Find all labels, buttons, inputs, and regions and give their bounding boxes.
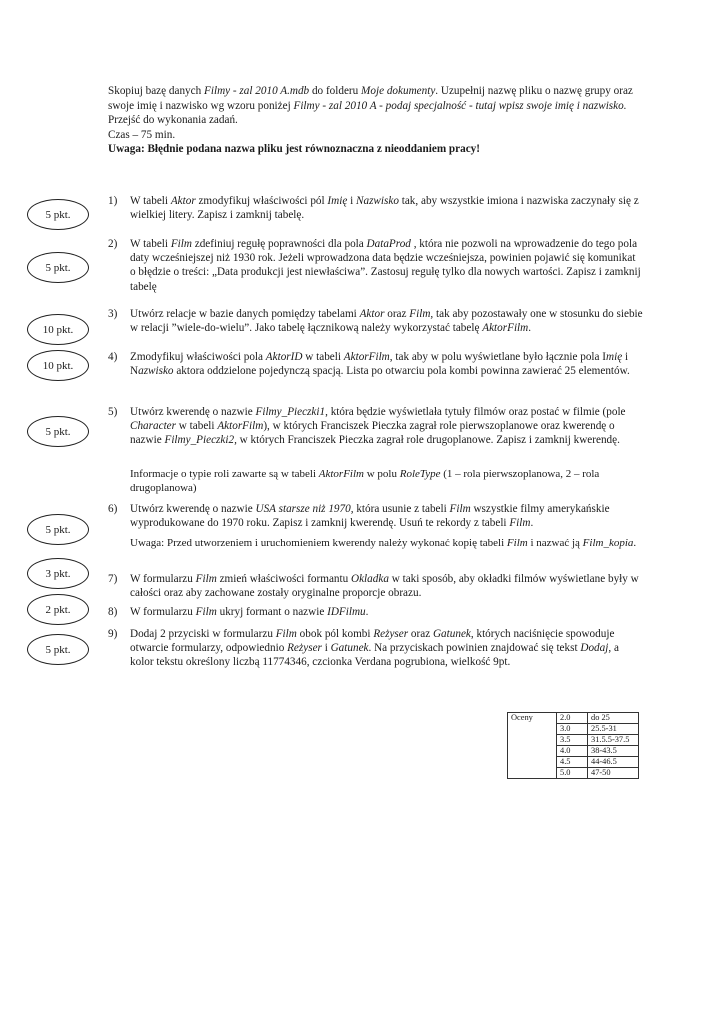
grades-empty-cell — [508, 757, 557, 768]
task-7 — [108, 572, 643, 600]
intro-proceed: Przejść do wykonania zadań. — [108, 114, 238, 126]
task-9 — [108, 627, 643, 670]
intro-warning: Uwaga: Błędnie podana nazwa pliku jest równoznaczna z nieoddaniem pracy! — [108, 143, 481, 155]
task-text: Utwórz kwerendę o nazwie USA starsze niż 1970, która usunie z tabeli Film wszystkie filmy amerykańskie wyprodukowane do 1970 roku. Zapisz i zamknij kwerendę. Usuń te rekordy z tabeli Film. — [130, 503, 610, 530]
grades-empty-cell — [508, 724, 557, 735]
filename-pattern: Filmy - zal 2010 A - podaj specjalność - tutaj wpisz swoje imię i nazwisko. — [293, 99, 627, 112]
task-number: 7) — [108, 573, 118, 585]
range-cell: 38-43.5 — [588, 746, 639, 757]
points-badge-task-1: 5 pkt. — [27, 199, 89, 230]
points-badge-task-8: 2 pkt. — [27, 594, 89, 625]
range-cell: do 25 — [588, 713, 639, 724]
grade-cell: 4.5 — [557, 757, 588, 768]
task-number: 8) — [108, 606, 118, 618]
intro-text: Skopiuj bazę danych — [108, 85, 205, 97]
grade-cell: 3.0 — [557, 724, 588, 735]
grades-table-row — [508, 735, 639, 746]
task-text: Utwórz relacje w bazie danych pomiędzy tabelami Aktor oraz Film, tak aby pozostawały one w stosunku do siebie w relacji ”wiele-do-wielu”. Jako tabelę łącznikową należy wykorzystać tabelę AktorFilm. — [130, 308, 643, 335]
task-6 — [108, 502, 643, 530]
range-cell: 31.5.5-37.5 — [588, 735, 639, 746]
task-number: 6) — [108, 503, 118, 515]
grades-table-row — [508, 724, 639, 735]
intro-text: do folderu — [309, 85, 362, 97]
grades-table-row — [508, 768, 639, 779]
points-badge-task-4: 10 pkt. — [27, 350, 89, 381]
range-cell: 47-50 — [588, 768, 639, 779]
points-badge-task-2: 5 pkt. — [27, 252, 89, 283]
grades-header-cell: Oceny — [508, 713, 557, 724]
task-8 — [108, 605, 643, 619]
task-number: 4) — [108, 351, 118, 363]
db-filename: Filmy - zal 2010 A.mdb — [204, 85, 310, 97]
task-text: Dodaj 2 przyciski w formularzu Film obok pól kombi Reżyser oraz Gatunek, których naciśnięcie spowoduje otwarcie formularzy, odpowiednio Reżyser i Gatunek. Na przyciskach powinien znajdować się tekst Dodaj, a kolor tekstu określony liczbą 11774346, czcionka Verdana pogrubiona, wielkość 9pt. — [130, 628, 619, 669]
range-cell: 44-46.5 — [588, 757, 639, 768]
task-4 — [108, 350, 643, 378]
task-5 — [108, 405, 643, 448]
grades-table — [507, 712, 639, 779]
instructions-intro — [108, 84, 648, 157]
grades-table-row — [508, 757, 639, 768]
points-badge-task-7: 3 pkt. — [27, 558, 89, 589]
points-badge-task-5: 5 pkt. — [27, 416, 89, 447]
task-2 — [108, 237, 643, 294]
points-badge-task-3: 10 pkt. — [27, 314, 89, 345]
task-text: Utwórz kwerendę o nazwie Filmy_Pieczki1, która będzie wyświetlała tytuły filmów oraz postać w filmie (pole Character w tabeli AktorFilm), w których Franciszek Pieczka zagrał role pierwszoplanowe oraz kwerendę o nazwie Filmy_Pieczki2, w których Franciszek Pieczka zagrał role drugoplanowe. Zapisz i zamknij kwerendę. — [130, 406, 626, 447]
task-number: 3) — [108, 308, 118, 320]
task-6-note: Uwaga: Przed utworzeniem i uruchomieniem kwerendy należy wykonać kopię tabeli Film i nazwać ją Film_kopia. — [130, 537, 637, 549]
intro-copy-instructions — [108, 84, 648, 113]
grade-cell: 4.0 — [557, 746, 588, 757]
grade-cell: 5.0 — [557, 768, 588, 779]
grades-empty-cell — [508, 735, 557, 746]
intro-text: . Uzupełnij nazwę pliku o nazwę grupy oraz swoje imię i nazwisko wg wzoru poniżej — [108, 85, 633, 112]
grades-empty-cell — [508, 746, 557, 757]
task-5-note: Informacje o typie roli zawarte są w tabeli AktorFilm w polu RoleType (1 – rola pierwszoplanowa, 2 – rola drugoplanowa) — [130, 468, 600, 495]
task-number: 5) — [108, 406, 118, 418]
task-number: 1) — [108, 195, 118, 207]
task-3 — [108, 307, 643, 335]
grades-table-row — [508, 713, 639, 724]
grade-cell: 2.0 — [557, 713, 588, 724]
task-text: W tabeli Film zdefiniuj regułę poprawności dla pola DataProd , która nie pozwoli na wprowadzenie do tego pola daty wcześniejszej niż 1930 rok. Jeżeli wprowadzona data będzie wcześniejsza, powinien pojawić się komunikat o błędzie o treści: „Data produkcji jest niewłaściwa”. Zastosuj regułę tylko dla nowych wartości. Zapisz i zamknij tabelę — [130, 238, 641, 293]
range-cell: 25.5-31 — [588, 724, 639, 735]
task-number: 2) — [108, 238, 118, 250]
grades-empty-cell — [508, 768, 557, 779]
points-badge-task-6: 5 pkt. — [27, 514, 89, 545]
folder-name: Moje dokumenty — [361, 85, 436, 97]
task-text: W formularzu Film ukryj formant o nazwie IDFilmu. — [130, 606, 369, 618]
task-1 — [108, 194, 643, 222]
grade-cell: 3.5 — [557, 735, 588, 746]
intro-time: Czas – 75 min. — [108, 128, 176, 141]
grades-table-row — [508, 746, 639, 757]
points-badge-task-9: 5 pkt. — [27, 634, 89, 665]
task-number: 9) — [108, 628, 118, 640]
task-text: W tabeli Aktor zmodyfikuj właściwości pól Imię i Nazwisko tak, aby wszystkie imiona i nazwiska zaczynały się z wielkiej litery. Zapisz i zamknij tabelę. — [130, 195, 639, 222]
task-text: Zmodyfikuj właściwości pola AktorID w tabeli AktorFilm, tak aby w polu wyświetlane było łącznie pola Imię i Nazwisko aktora oddzielone pojedynczą spacją. Lista po otwarciu pola kombi powinna zawierać 25 elementów. — [130, 351, 630, 378]
task-text: W formularzu Film zmień właściwości formantu Okladka w taki sposób, aby okładki filmów wyświetlane były w całości oraz aby zachowane zostały oryginalne proporcje obrazu. — [130, 573, 639, 600]
